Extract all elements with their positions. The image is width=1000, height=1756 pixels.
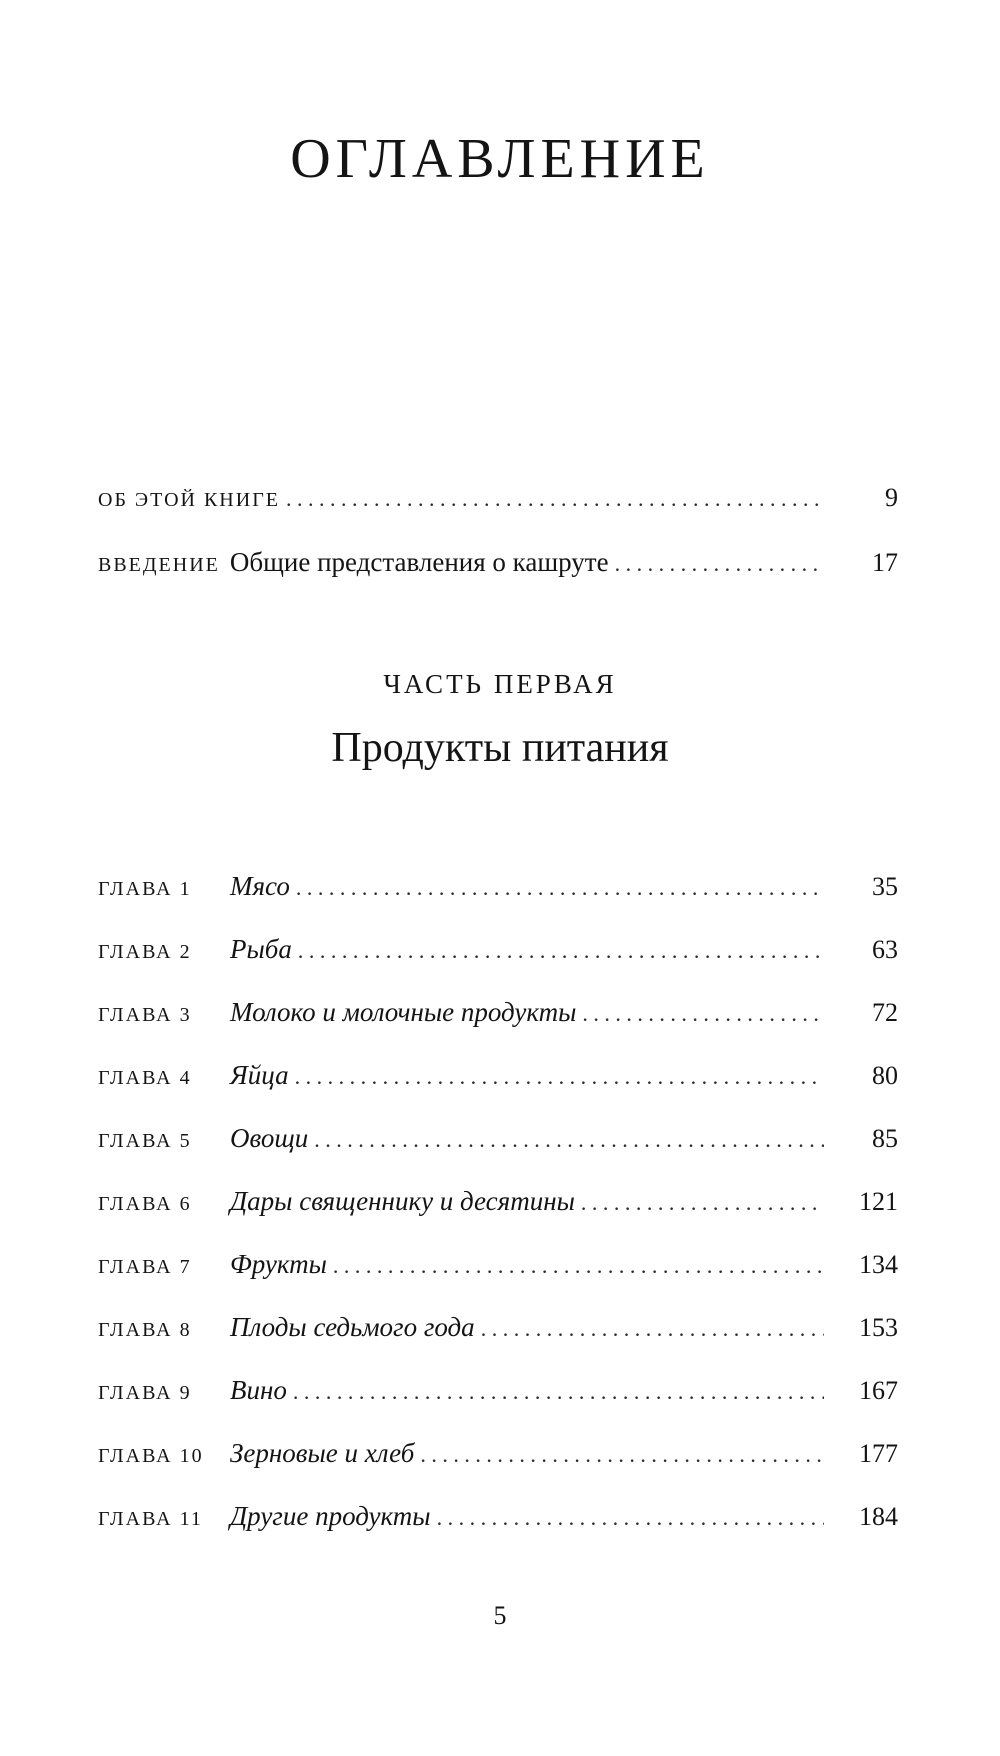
dot-leader [481,1309,824,1349]
dot-leader [333,1246,824,1286]
chapter-title: Другие продукты [230,1501,431,1531]
chapter-title: Рыба [230,934,292,964]
entry-page-number: 153 [859,1313,898,1342]
toc-entry-chapter-11[interactable] [98,1496,898,1536]
dot-leader [296,868,824,908]
toc-entry-chapter-10[interactable] [98,1433,898,1473]
chapter-title: Яйца [230,1060,289,1090]
chapter-title: Зерновые и хлеб [230,1438,415,1468]
entry-label: ВВЕДЕНИЕ [98,554,220,576]
toc-entry-chapter-4[interactable] [98,1055,898,1095]
entry-page-number: 35 [872,872,898,901]
toc-entry-chapter-1[interactable] [98,866,898,906]
toc-entry-introduction[interactable] [98,542,898,582]
chapter-title: Молоко и молочные продукты [230,997,577,1027]
chapter-title: Дары священнику и десятины [230,1186,575,1216]
entry-page-number: 72 [872,998,898,1027]
chapter-label: ГЛАВА 11 [98,1508,203,1530]
entry-page-number: 85 [872,1124,898,1153]
toc-entry-chapter-6[interactable] [98,1181,898,1221]
toc-entry-chapter-7[interactable] [98,1244,898,1284]
entry-page-number: 134 [859,1250,898,1279]
chapter-label: ГЛАВА 3 [98,1004,192,1026]
chapter-title: Мясо [230,871,290,901]
part-title: Продукты питания [331,725,669,771]
entry-title: Общие представления о кашруте [229,547,609,577]
dot-leader [295,1057,824,1097]
chapter-label: ГЛАВА 5 [98,1130,192,1152]
entry-page-number: 9 [885,483,898,512]
chapter-label: ГЛАВА 4 [98,1067,192,1089]
toc-entry-chapter-5[interactable] [98,1118,898,1158]
chapter-label: ГЛАВА 1 [98,878,192,900]
toc-entry-chapter-9[interactable] [98,1370,898,1410]
entry-label: ОБ ЭТОЙ КНИГЕ [98,489,280,511]
chapter-label: ГЛАВА 7 [98,1256,192,1278]
dot-leader [314,1120,824,1160]
dot-leader [615,544,824,584]
dot-leader [437,1498,824,1538]
dot-leader [420,1435,824,1475]
dot-leader [582,994,824,1034]
entry-page-number: 121 [859,1187,898,1216]
dot-leader [293,1372,824,1412]
page-title: ОГЛАВЛЕНИЕ [290,128,710,190]
entry-page-number: 17 [872,548,898,577]
chapter-title: Вино [230,1375,287,1405]
entry-page-number: 167 [859,1376,898,1405]
dot-leader [581,1183,824,1223]
toc-entry-chapter-8[interactable] [98,1307,898,1347]
page-number: 5 [493,1601,507,1630]
chapter-label: ГЛАВА 2 [98,941,192,963]
toc-entry-chapter-3[interactable] [98,992,898,1032]
entry-page-number: 184 [859,1502,898,1531]
dot-leader [286,479,824,519]
part-label: ЧАСТЬ ПЕРВАЯ [383,669,617,699]
chapter-title: Овощи [230,1123,309,1153]
chapter-title: Фрукты [230,1249,327,1279]
chapter-label: ГЛАВА 6 [98,1193,192,1215]
entry-page-number: 177 [859,1439,898,1468]
toc-entry-chapter-2[interactable] [98,929,898,969]
chapter-label: ГЛАВА 8 [98,1319,192,1341]
entry-page-number: 63 [872,935,898,964]
toc-entry-about-book[interactable] [98,478,898,518]
chapter-label: ГЛАВА 10 [98,1445,204,1467]
chapter-label: ГЛАВА 9 [98,1382,192,1404]
dot-leader [298,931,824,971]
entry-page-number: 80 [872,1061,898,1090]
chapter-title: Плоды седьмого года [230,1312,475,1342]
